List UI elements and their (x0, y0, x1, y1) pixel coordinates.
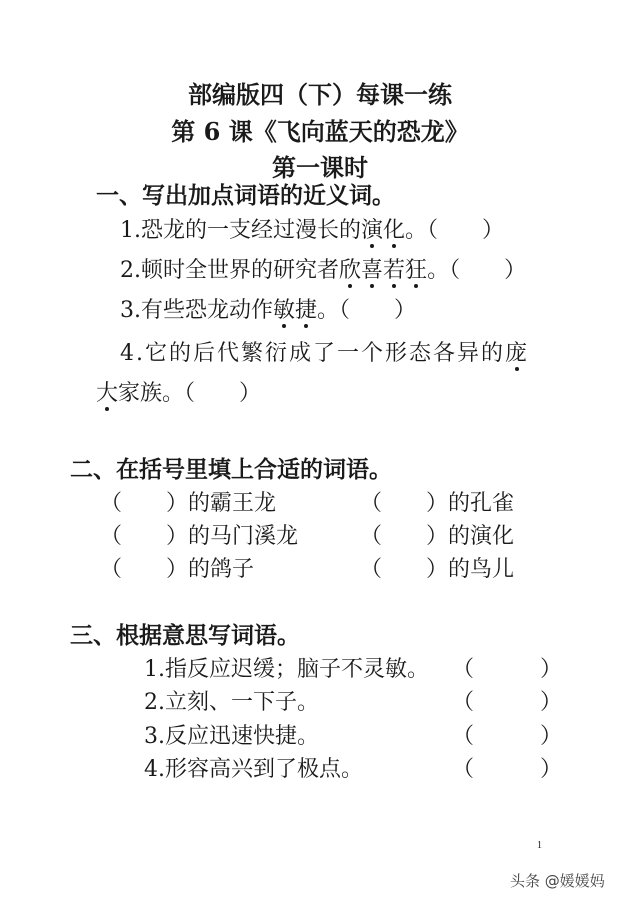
section2-row-3-right: （ ）的鸟儿 (360, 557, 515, 582)
section3-item-2: 2.立刻、一下子。 (144, 690, 319, 715)
section3-item-4: 4.形容高兴到了极点。 (144, 757, 363, 782)
section1-heading: 一、写出加点词语的近义词。 (96, 182, 395, 209)
section3-item-1: 1.指反应迟缓；脑子不灵敏。 (144, 657, 429, 682)
section3-paren-1: （ ） (452, 657, 563, 682)
watermark: 头条 @媛媛妈 (510, 872, 605, 890)
section1-item-4-cont: 大家族。（ ） (96, 381, 262, 406)
section3-paren-2: （ ） (452, 690, 563, 715)
section3-item-3: 3.反应迅速快捷。 (144, 724, 319, 749)
section2-row-1-left: （ ）的霸王龙 (100, 491, 277, 516)
dotted-word: 大 (96, 381, 119, 406)
page-title: 部编版四（下）每课一练 (188, 80, 452, 109)
dotted-word: 庞 (505, 341, 530, 366)
page-number: 1 (537, 840, 542, 851)
section1-item-2: 2.顿时全世界的研究者欣喜若狂。（ ） (120, 258, 527, 283)
section1-item-1: 1.恐龙的一支经过漫长的演化。（ ） (120, 218, 505, 243)
section2-row-2-left: （ ）的马门溪龙 (100, 524, 299, 549)
answer-paren: （ ） (339, 298, 417, 323)
section2-row-2-right: （ ）的演化 (360, 524, 515, 549)
section3-heading: 三、根据意思写词语。 (70, 622, 300, 649)
section2-row-3-left: （ ）的鸽子 (100, 557, 255, 582)
section2-row-1-right: （ ）的孔雀 (360, 491, 515, 516)
dotted-word: 欣喜若狂 (339, 258, 428, 283)
section1-item-4: 4.它的后代繁衍成了一个形态各异的庞 (120, 341, 530, 366)
answer-paren: （ ） (449, 258, 527, 283)
section3-paren-4: （ ） (452, 757, 563, 782)
dotted-word: 敏捷 (273, 298, 318, 323)
lesson-title: 第 6 课《飞向蓝天的恐龙》 (171, 117, 469, 146)
answer-paren: （ ） (184, 381, 262, 406)
section3-paren-3: （ ） (452, 724, 563, 749)
answer-paren: （ ） (427, 218, 505, 243)
session-title: 第一课时 (272, 153, 368, 182)
dotted-word: 演化 (361, 218, 406, 243)
section1-item-3: 3.有些恐龙动作敏捷。（ ） (120, 298, 417, 323)
section2-heading: 二、在括号里填上合适的词语。 (70, 456, 392, 483)
